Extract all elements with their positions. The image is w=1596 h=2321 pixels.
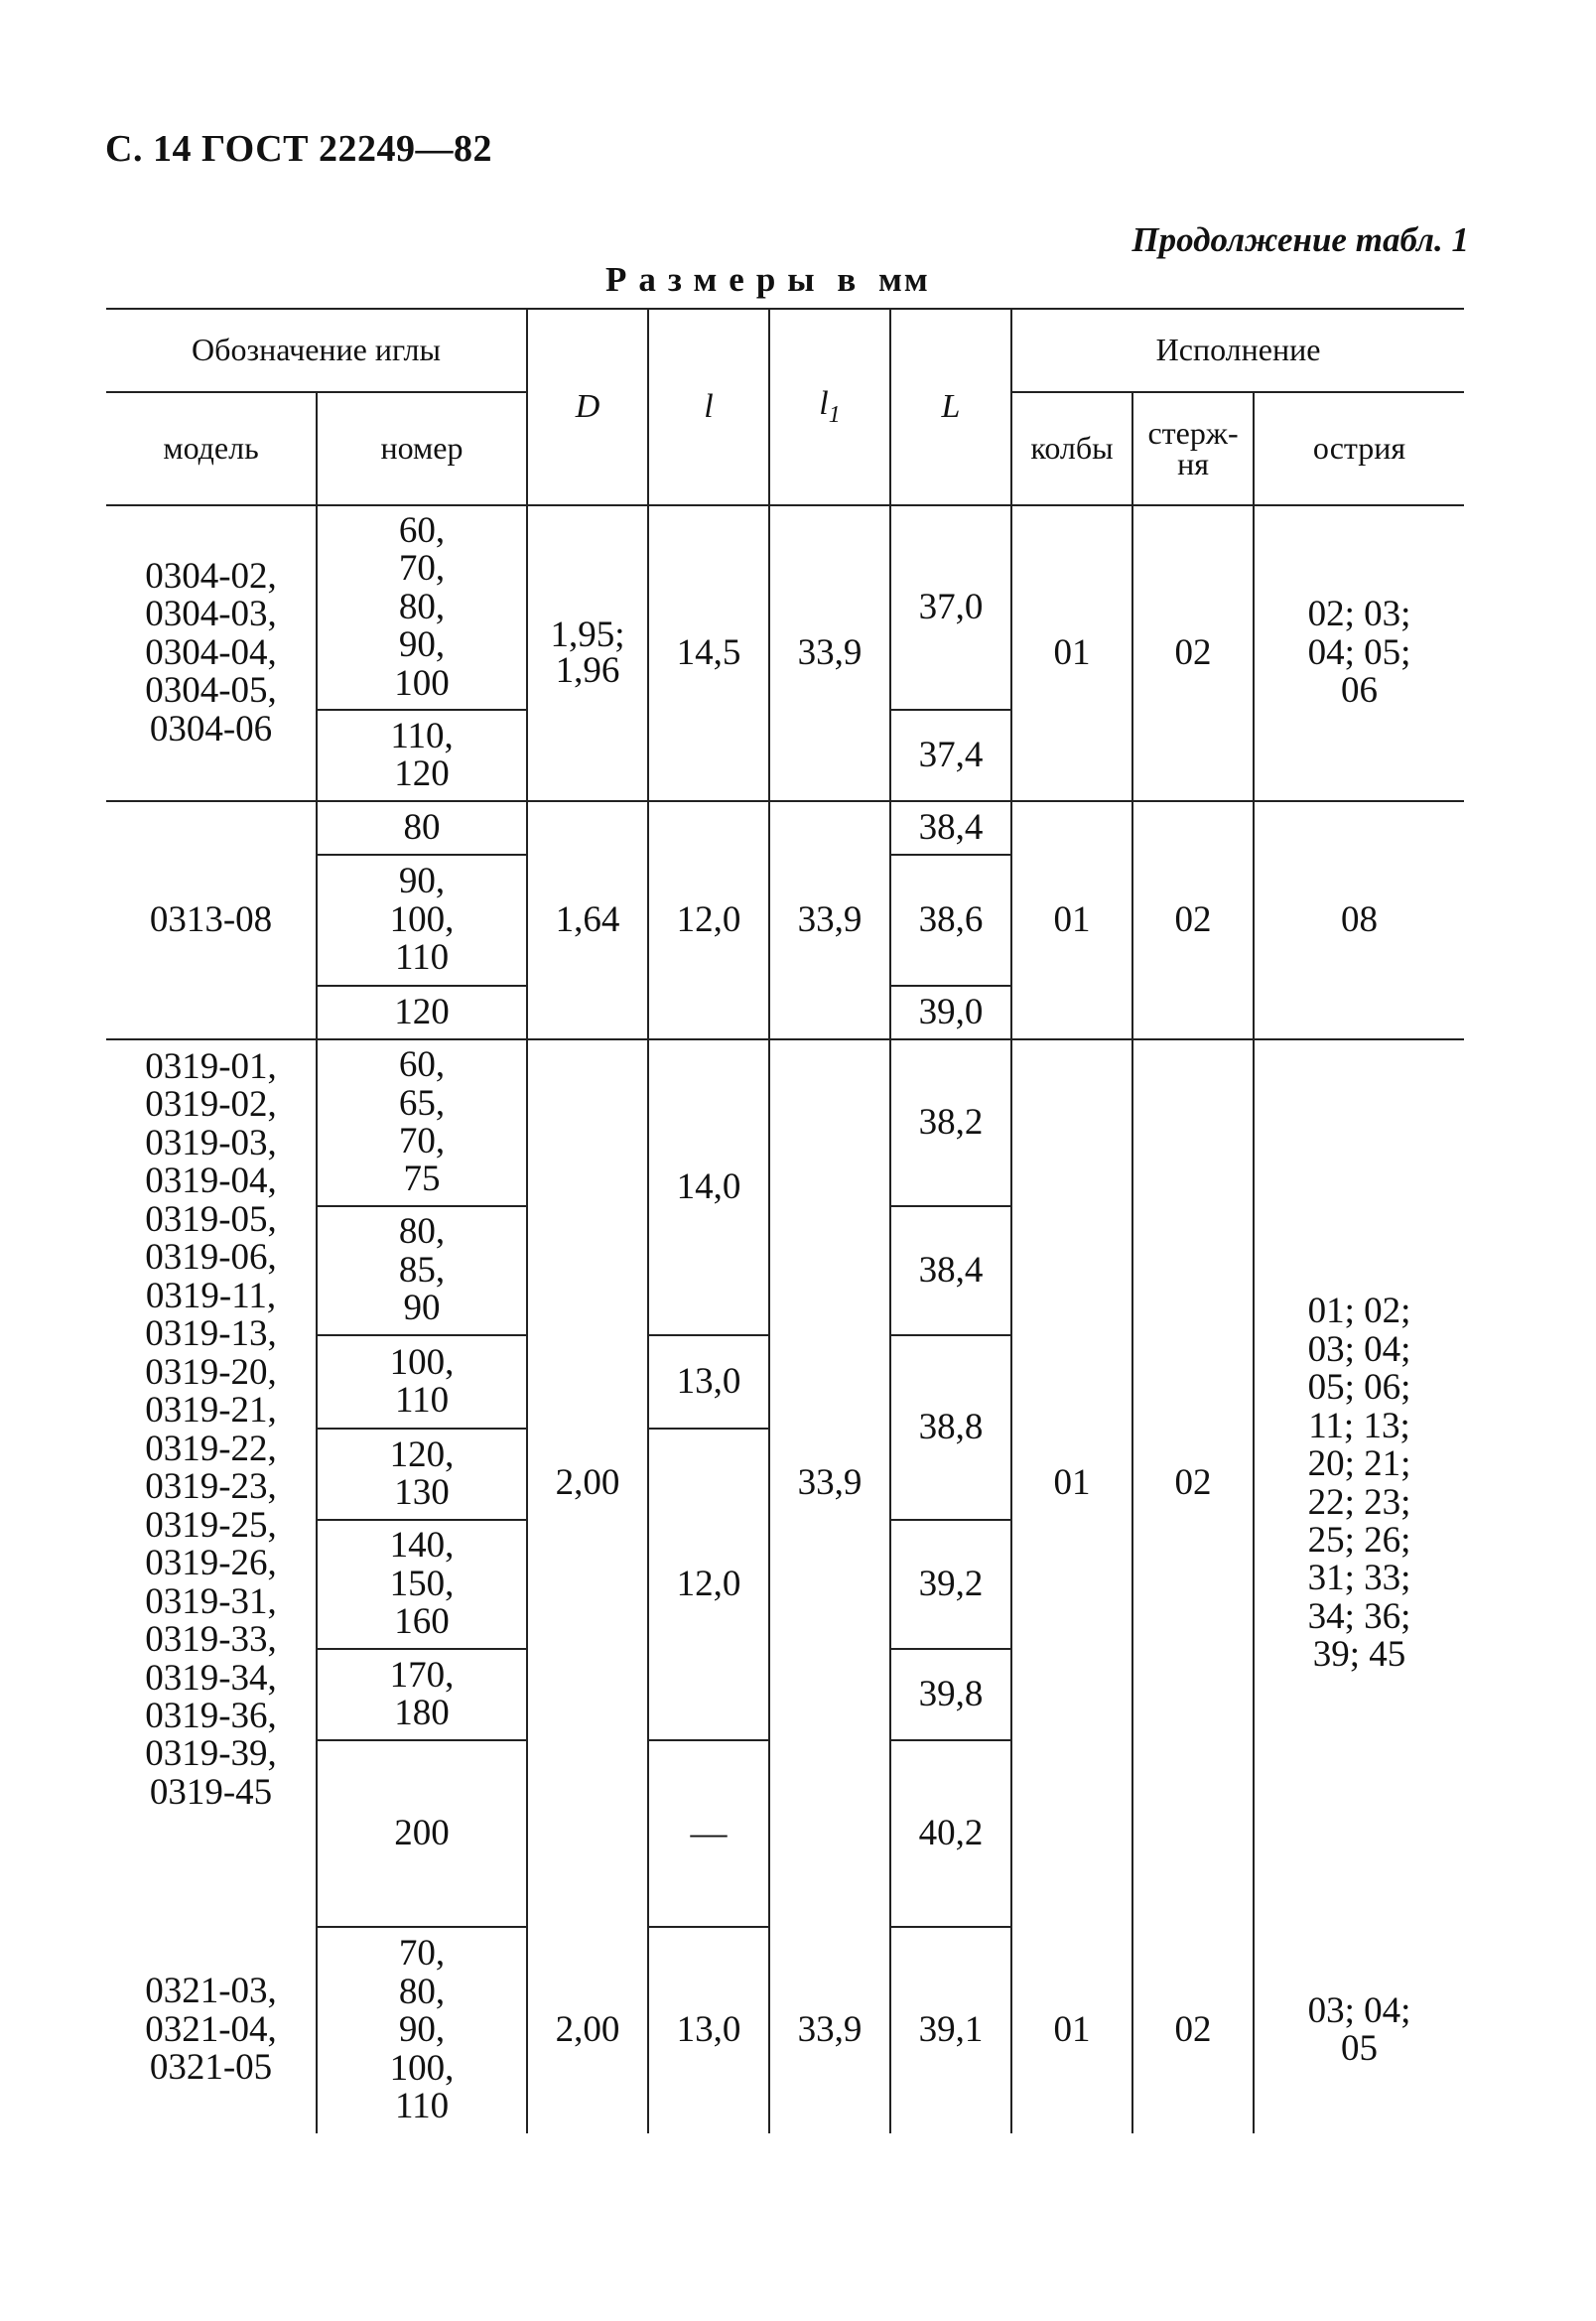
cell-l: 13,0 — [648, 1927, 769, 2133]
header-designation: Обозначение иглы — [106, 309, 527, 392]
table-continuation-label: Продолжение табл. 1 — [1131, 220, 1469, 259]
cell-l: 13,0 — [648, 1335, 769, 1429]
cell-model: 0304-02, 0304-03, 0304-04, 0304-05, 0304-06 — [106, 505, 317, 801]
cell-number: 110, 120 — [317, 710, 527, 801]
header-point: острия — [1254, 392, 1464, 505]
header-bulb: колбы — [1011, 392, 1132, 505]
cell-L: 39,0 — [890, 986, 1011, 1039]
header-L: L — [890, 309, 1011, 505]
cell-shank: 02 — [1132, 1927, 1254, 2133]
cell-number: 100, 110 — [317, 1335, 527, 1429]
cell-L: 38,4 — [890, 801, 1011, 855]
cell-number: 90, 100, 110 — [317, 855, 527, 986]
cell-l: 14,0 — [648, 1039, 769, 1335]
table-row — [106, 505, 1464, 710]
cell-number: 80 — [317, 801, 527, 855]
units-caption: Размеры в мм — [605, 260, 930, 299]
cell-L: 38,4 — [890, 1206, 1011, 1335]
cell-bulb: 01 — [1011, 801, 1132, 1039]
cell-L: 37,4 — [890, 710, 1011, 801]
cell-l1: 33,9 — [769, 801, 890, 1039]
cell-l1: 33,9 — [769, 1039, 890, 1927]
page-reference: С. 14 ГОСТ 22249—82 — [105, 128, 492, 170]
table-row — [106, 1927, 1464, 2133]
cell-L: 38,8 — [890, 1335, 1011, 1520]
cell-number: 80, 85, 90 — [317, 1206, 527, 1335]
needle-dimensions-table — [106, 308, 1464, 2133]
cell-number: 120, 130 — [317, 1429, 527, 1520]
header-l1: $l_1$ — [769, 309, 890, 505]
cell-model: 0313-08 — [106, 801, 317, 1039]
cell-L: 38,2 — [890, 1039, 1011, 1206]
cell-number: 120 — [317, 986, 527, 1039]
header-shank: стерж- ня — [1132, 392, 1254, 505]
cell-l: 12,0 — [648, 801, 769, 1039]
table-row — [106, 801, 1464, 855]
cell-point: 08 — [1254, 801, 1464, 1039]
cell-l: 14,5 — [648, 505, 769, 801]
cell-L: 39,2 — [890, 1520, 1011, 1649]
table-row — [106, 1039, 1464, 1206]
cell-l1: 33,9 — [769, 1927, 890, 2133]
cell-l: 12,0 — [648, 1429, 769, 1740]
header-execution: Исполнение — [1011, 309, 1464, 392]
header-l: l — [648, 309, 769, 505]
cell-D: 2,00 — [527, 1927, 648, 2133]
cell-D: 1,64 — [527, 801, 648, 1039]
cell-L: 38,6 — [890, 855, 1011, 986]
cell-number: 170, 180 — [317, 1649, 527, 1740]
cell-shank: 02 — [1132, 505, 1254, 801]
cell-L: 40,2 — [890, 1740, 1011, 1927]
cell-model: 0319-01, 0319-02, 0319-03, 0319-04, 0319-05, 0319-06, 0319-11, 0319-13, 0319-20, 0319-21, 0319-22, 0319-23, 0319-25, 0319-26, 0319-31, 0319-33, 0319-34, 0319-36, 0319-39, 0319-45 — [106, 1039, 317, 1927]
cell-number: 60, 70, 80, 90, 100 — [317, 505, 527, 710]
cell-point: 02; 03; 04; 05; 06 — [1254, 505, 1464, 801]
header-model: модель — [106, 392, 317, 505]
cell-shank: 02 — [1132, 801, 1254, 1039]
cell-number: 200 — [317, 1740, 527, 1927]
cell-D: 2,00 — [527, 1039, 648, 1927]
cell-bulb: 01 — [1011, 1927, 1132, 2133]
cell-D: 1,95; 1,96 — [527, 505, 648, 801]
cell-bulb: 01 — [1011, 1039, 1132, 1927]
cell-model: 0321-03, 0321-04, 0321-05 — [106, 1927, 317, 2133]
cell-l1: 33,9 — [769, 505, 890, 801]
cell-shank: 02 — [1132, 1039, 1254, 1927]
header-number: номер — [317, 392, 527, 505]
cell-number: 70, 80, 90, 100, 110 — [317, 1927, 527, 2133]
header-D: D — [527, 309, 648, 505]
cell-l: — — [648, 1740, 769, 1927]
cell-bulb: 01 — [1011, 505, 1132, 801]
cell-L: 39,8 — [890, 1649, 1011, 1740]
cell-number: 140, 150, 160 — [317, 1520, 527, 1649]
cell-number: 60, 65, 70, 75 — [317, 1039, 527, 1206]
cell-L: 37,0 — [890, 505, 1011, 710]
cell-L: 39,1 — [890, 1927, 1011, 2133]
cell-point: 03; 04; 05 — [1254, 1927, 1464, 2133]
cell-point: 01; 02; 03; 04; 05; 06; 11; 13; 20; 21; 22; 23; 25; 26; 31; 33; 34; 36; 39; 45 — [1254, 1039, 1464, 1927]
